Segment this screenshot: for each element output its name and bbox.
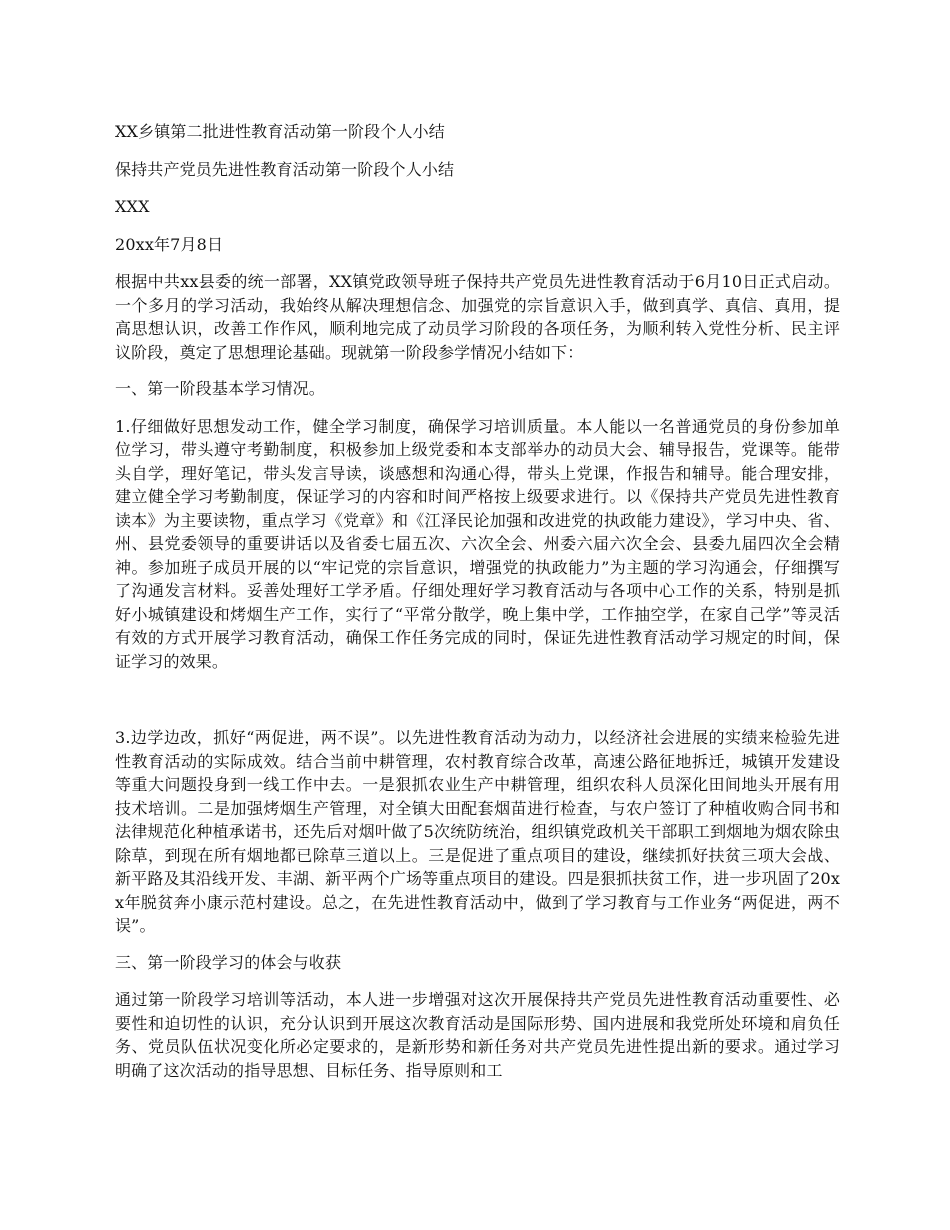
document-page bbox=[115, 120, 840, 1095]
body-paragraph: 通过第一阶段学习培训等活动，本人进一步增强对这次开展保持共产党员先进性教育活动重要性、必要性和迫切性的认识，充分认识到开展这次教育活动是国际形势、国内进展和我党所处环境和肩负任务、党员队伍状况变化所必定要求的，是新形势和新任务对共产党员先进性提出新的要求。通过学习明确了这次活动的指导思想、目标任务、指导原则和工 bbox=[115, 990, 840, 1080]
blank-gap bbox=[115, 686, 840, 726]
document-author: XXX bbox=[115, 197, 150, 216]
document-title: XX乡镇第二批进性教育活动第一阶段个人小结 bbox=[115, 122, 445, 141]
section-heading-3: 三、第一阶段学习的体会与收获 bbox=[115, 952, 342, 972]
body-paragraph: 3.边学边改，抓好“两促进，两不误”。以先进性教育活动为动力，以经济社会进展的实绩来检验先进性教育活动的实际成效。结合当前中耕管理，农村教育综合改革，高速公路征地拆迁，城镇开发建设等重大问题投身到一线工作中去。一是狠抓农业生产中耕管理，组织农科人员深化田间地头开展有用技术培训。二是加强烤烟生产管理，对全镇大田配套烟苗进行检查，与农户签订了种植收购合同书和法律规范化种植承诺书，还先后对烟叶做了5次统防统治，组织镇党政机关干部职工到烟地为烟农除虫除草，到现在所有烟地都已除草三道以上。三是促进了重点项目的建设，继续抓好扶贫三项大会战、新平路及其沿线开发、丰湖、新平两个广场等重点项目的建设。四是狠抓扶贫工作，进一步巩固了20xx年脱贫奔小康示范村建设。总之，在先进性教育活动中，做到了学习教育与工作业务“两促进，两不误”。 bbox=[115, 728, 840, 935]
body-paragraph: 1.仔细做好思想发动工作，健全学习制度，确保学习培训质量。本人能以一名普通党员的身份参加单位学习，带头遵守考勤制度，积极参加上级党委和本支部举办的动员大会、辅导报告，党课等。能带头自学，理好笔记，带头发言导读，谈感想和沟通心得，带头上党课，作报告和辅导。能合理安排，建立健全学习考勤制度，保证学习的内容和时间严格按上级要求进行。以《保持共产党员先进性教育读本》为主要读物，重点学习《党章》和《江泽民论加强和改进党的执政能力建设》，学习中央、省、州、县党委领导的重要讲话以及省委七届五次、六次全会、州委六届六次全会、县委九届四次全会精神。参加班子成员开展的以“牢记党的宗旨意识，增强党的执政能力”为主题的学习沟通会，仔细撰写了沟通发言材料。妥善处理好工学矛盾。仔细处理好学习教育活动与各项中心工作的关系，特别是抓好小城镇建设和烤烟生产工作，实行了“平常分散学，晚上集中学，工作抽空学，在家自己学”等灵活有效的方式开展学习教育活动，确保工作任务完成的同时，保证先进性教育活动学习规定的时间，保证学习的效果。 bbox=[115, 416, 840, 671]
document-subtitle: 保持共产党员先进性教育活动第一阶段个人小结 bbox=[115, 159, 455, 179]
section-heading-1: 一、第一阶段基本学习情况。 bbox=[115, 379, 325, 398]
document-date: 20xx年7月8日 bbox=[115, 234, 224, 254]
intro-paragraph: 根据中共xx县委的统一部署，XX镇党政领导班子保持共产党员先进性教育活动于6月10日正式启动。一个多月的学习活动，我始终从解决理想信念、加强党的宗旨意识入手，做到真学、真信、真用，提高思想认识，改善工作作风，顺利地完成了动员学习阶段的各项任务，为顺利转入党性分析、民主评议阶段，奠定了思想理论基础。现就第一阶段参学情况小结如下： bbox=[115, 272, 840, 362]
